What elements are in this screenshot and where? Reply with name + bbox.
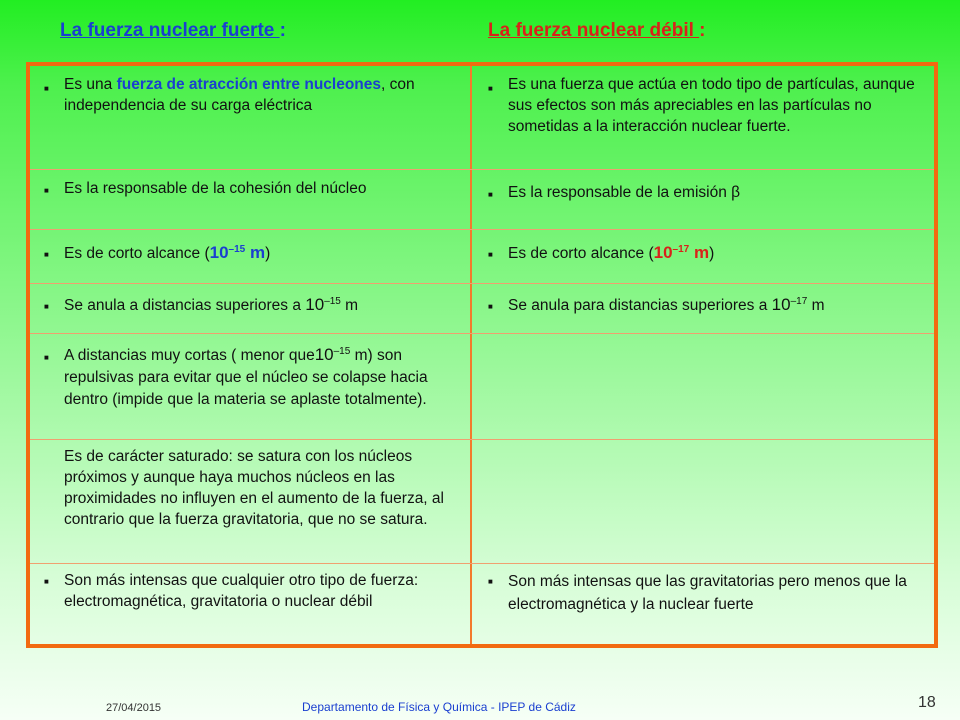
cell-text: Son más intensas que las gravitatorias pero menos que la electromagnética y la nuclear fuerte (508, 573, 907, 613)
text-post: ) (265, 245, 271, 262)
heading-strong-force (60, 20, 286, 42)
table-row (30, 284, 934, 334)
cell-text (44, 74, 460, 116)
bullet-icon: ■ (44, 250, 49, 259)
unit-text: m (245, 243, 266, 262)
text-pre: Se anula para distancias superiores a (508, 297, 772, 314)
text-post: m (340, 297, 359, 314)
cell-text: Es la responsable de la emisión β (508, 184, 741, 201)
bullet-icon: ■ (488, 302, 493, 311)
text-pre: Es una (64, 76, 117, 93)
power-exponent: –17 (790, 295, 808, 307)
cell-weak (472, 170, 934, 229)
text-pre: A distancias muy cortas ( menor que (64, 347, 315, 364)
cell-text (44, 294, 460, 316)
text-pre: Se anula a distancias superiores a (64, 297, 306, 314)
table-row (30, 564, 934, 644)
comparison-table (26, 62, 938, 648)
cell-weak (472, 230, 934, 283)
bullet-icon: ■ (488, 190, 493, 199)
cell-text: Es una fuerza que actúa en todo tipo de partículas, aunque sus efectos son más apreciables en las partículas no sometidas a la interacción nuclear fuerte. (508, 76, 915, 135)
power-base: 10 (653, 243, 673, 262)
table-row (30, 170, 934, 230)
cell-weak-empty (472, 440, 934, 563)
bullet-icon: ■ (488, 84, 493, 93)
highlight-text: fuerza de atracción entre nucleones (116, 76, 382, 93)
bullet-icon: ■ (488, 250, 493, 259)
power-exponent: –15 (333, 345, 351, 357)
cell-weak (472, 564, 934, 644)
heading-weak-title: La fuerza nuclear débil (488, 20, 700, 41)
table-row (30, 66, 934, 170)
cell-text: Son más intensas que cualquier otro tipo de fuerza: electromagnética, gravitatoria o nuclear débil (64, 572, 419, 610)
table-row (30, 440, 934, 564)
cell-strong (30, 284, 470, 333)
cell-strong (30, 170, 470, 229)
power-exponent: –15 (324, 295, 341, 307)
cell-strong (30, 564, 470, 644)
power-base: 10 (771, 295, 791, 314)
power-base: 10 (314, 345, 334, 364)
bullet-icon: ■ (44, 353, 49, 362)
text-pre: Es de corto alcance ( (64, 245, 210, 262)
cell-text: Es la responsable de la cohesión del núcleo (64, 180, 367, 197)
text-pre: Es de corto alcance ( (508, 245, 654, 262)
heading-weak-force (488, 20, 706, 42)
bullet-icon: ■ (44, 186, 49, 195)
bullet-icon: ■ (44, 302, 49, 311)
cell-text (488, 294, 926, 316)
heading-strong-colon: : (279, 20, 286, 41)
power-exponent: –15 (228, 243, 246, 255)
bullet-icon: ■ (488, 577, 493, 586)
cell-text (44, 242, 460, 264)
table-row (30, 334, 934, 440)
cell-weak (472, 66, 934, 169)
cell-strong (30, 66, 470, 169)
cell-strong (30, 334, 470, 439)
page-number: 18 (918, 694, 936, 711)
cell-strong (30, 440, 470, 563)
bullet-icon: ■ (44, 577, 49, 586)
cell-weak (472, 284, 934, 333)
heading-strong-title: La fuerza nuclear fuerte (60, 20, 280, 41)
footer-department: Departamento de Física y Química - IPEP de Cádiz (302, 700, 576, 714)
cell-text: Es de carácter saturado: se satura con los núcleos próximos y aunque haya muchos núcleos en las proximidades no influyen en el aumento de la fuerza, al contrario que la fuerza gravitatoria, que no se satura. (64, 448, 444, 528)
power-base: 10 (305, 295, 325, 314)
table-row (30, 230, 934, 284)
heading-weak-colon: : (699, 20, 706, 41)
footer-date: 27/04/2015 (106, 702, 162, 714)
text-post: ) (709, 245, 715, 262)
cell-text (488, 242, 926, 264)
power-base: 10 (209, 243, 229, 262)
text-post: m (807, 297, 825, 314)
cell-text (44, 344, 460, 411)
cell-weak-empty (472, 334, 934, 439)
cell-strong (30, 230, 470, 283)
text-post: m) son repulsivas para evitar que el núcleo se colapse hacia dentro (impide que la materia se aplaste totalmente). (64, 347, 428, 408)
text-post: , con independencia de su carga eléctrica (64, 76, 415, 114)
unit-text: m (689, 243, 710, 262)
power-exponent: –17 (672, 243, 690, 255)
bullet-icon: ■ (44, 84, 49, 93)
